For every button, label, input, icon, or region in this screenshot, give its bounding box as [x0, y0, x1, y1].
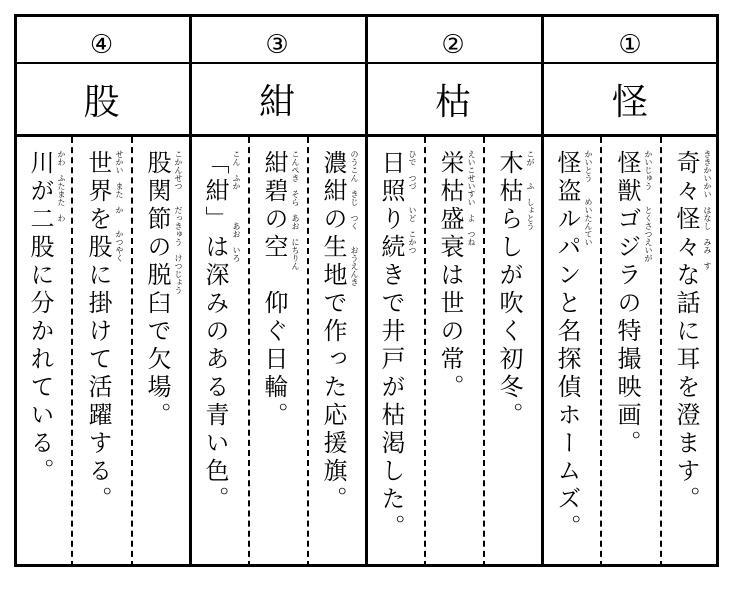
example-sentence: 奇々怪々な話に耳を澄ます。: [672, 150, 700, 514]
sentence-divider: [248, 137, 250, 567]
sentence-divider: [131, 137, 133, 567]
example-sentence: 世界を股に掛けて活躍する。: [84, 150, 112, 514]
target-kanji: 怪: [611, 81, 648, 123]
furigana: えいこせいすい よ つね: [467, 150, 476, 246]
furigana: かいじゅう とくさつえいが: [644, 150, 653, 262]
sentence-divider: [483, 137, 485, 567]
column-number: ①: [618, 30, 642, 60]
example-sentence: 栄枯盛衰は世の常。: [436, 150, 464, 402]
target-kanji: 枯: [434, 81, 471, 123]
furigana: こかんせつ だっきゅう けつじょう: [174, 150, 183, 294]
furigana: せかい また か かつやく: [115, 150, 124, 262]
example-sentence: 日照り続きで井戸が枯渇した。: [377, 150, 405, 542]
column-number: ③: [265, 30, 289, 60]
sentence-divider: [600, 137, 602, 567]
example-sentence: 川が二股に分かれている。: [26, 150, 54, 486]
example-sentence: 「紺」は深みのある青い色。: [201, 150, 229, 514]
kanji-row-divider: [14, 134, 719, 137]
furigana: こん ふか あお いろ: [232, 150, 241, 262]
furigana: ききかいかい はなし みみ す: [703, 150, 712, 270]
example-sentence: 股関節の脱臼で欠場。: [143, 150, 171, 430]
example-sentence: 濃紺の生地で作った応援旗。: [319, 150, 347, 514]
target-kanji: 股: [83, 81, 120, 123]
furigana: こんぺき そら あお にちりん: [291, 150, 300, 270]
sentence-divider: [660, 137, 662, 567]
sentence-divider: [424, 137, 426, 567]
furigana: かわ ふたまた わ: [57, 150, 66, 222]
example-sentence: 怪盗ルパンと名探偵ホームズ。: [553, 150, 581, 542]
example-sentence: 紺碧の空 仰ぐ日輪。: [260, 150, 288, 430]
example-sentence: 木枯らしが吹く初冬。: [495, 150, 523, 430]
furigana: ひで つづ いど こかつ: [408, 150, 417, 254]
furigana: かいとう めいたんてい: [584, 150, 593, 246]
example-sentence: 怪獣ゴジラの特撮映画。: [613, 150, 641, 458]
target-kanji: 紺: [258, 81, 295, 123]
furigana: のうこん きじ つく おうえんき: [350, 150, 359, 286]
sentence-divider: [71, 137, 73, 567]
column-number: ②: [441, 30, 465, 60]
furigana: こが ふ しょとう: [526, 150, 535, 230]
sentence-divider: [307, 137, 309, 567]
column-number: ④: [89, 30, 114, 60]
